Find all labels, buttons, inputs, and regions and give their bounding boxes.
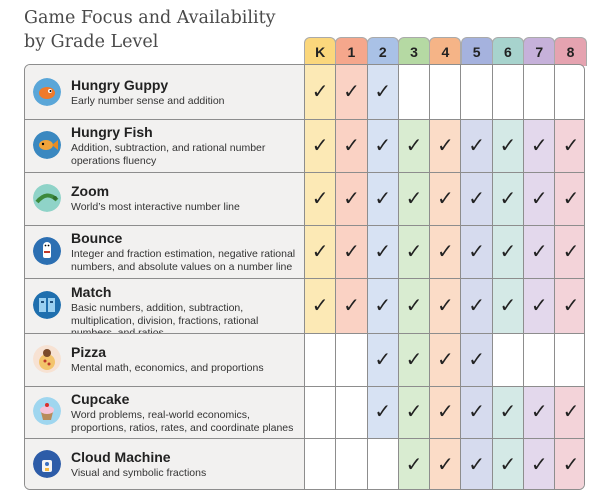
check-mark-icon: ✓ — [499, 401, 517, 423]
game-name: Pizza — [71, 344, 107, 360]
check-mark-icon: ✓ — [311, 81, 329, 103]
grade-cell-5 — [461, 65, 492, 119]
game-info — [25, 119, 305, 172]
grade-cell-6 — [493, 278, 524, 333]
grade-cell-7 — [524, 438, 555, 490]
grade-cell-5 — [461, 172, 492, 225]
grade-cell-3 — [399, 119, 430, 172]
grade-cell-3 — [399, 278, 430, 333]
grade-cell-k — [305, 333, 336, 386]
match-icon — [33, 291, 61, 319]
check-mark-icon: ✓ — [436, 187, 454, 210]
grade-cell-3 — [399, 333, 430, 386]
grade-cell-k — [305, 386, 336, 438]
grade-header-3: 3 — [398, 37, 430, 66]
check-mark-icon: ✓ — [499, 187, 517, 210]
row-divider — [25, 225, 585, 226]
grade-cell-k — [305, 278, 336, 333]
check-mark-icon: ✓ — [530, 187, 548, 210]
grade-cell-3 — [399, 225, 430, 278]
grade-cell-8 — [555, 225, 585, 278]
grade-cell-3 — [399, 386, 430, 438]
grade-cell-4 — [430, 172, 461, 225]
grade-cell-k — [305, 172, 336, 225]
cloud-machine-icon — [33, 450, 61, 478]
grade-cell-6 — [493, 438, 524, 490]
check-mark-icon: ✓ — [405, 401, 423, 423]
check-mark-icon: ✓ — [311, 134, 329, 157]
grade-cell-2 — [368, 172, 399, 225]
check-mark-icon: ✓ — [562, 134, 580, 157]
game-description: Integer and fraction estimation, negative rational numbers, and absolute values on a number line — [71, 248, 296, 273]
grade-cell-1 — [336, 333, 367, 386]
grade-cell-7 — [524, 225, 555, 278]
grade-header-2: 2 — [367, 37, 399, 66]
grade-cell-8 — [555, 119, 585, 172]
check-mark-icon: ✓ — [405, 134, 423, 157]
check-mark-icon: ✓ — [562, 294, 580, 317]
check-mark-icon: ✓ — [436, 401, 454, 423]
game-description: Visual and symbolic fractions — [71, 467, 207, 479]
grade-cell-5 — [461, 225, 492, 278]
grade-cell-2 — [368, 225, 399, 278]
grade-cell-4 — [430, 386, 461, 438]
check-mark-icon: ✓ — [374, 348, 392, 371]
grade-cell-1 — [336, 278, 367, 333]
check-mark-icon: ✓ — [530, 134, 548, 157]
game-description: Word problems, real-world economics, proportions, ratios, rates, and coordinate planes — [71, 409, 294, 434]
check-mark-icon: ✓ — [374, 187, 392, 210]
grade-cell-3 — [399, 438, 430, 490]
grade-cell-6 — [493, 65, 524, 119]
check-mark-icon: ✓ — [468, 187, 486, 210]
grade-cell-4 — [430, 65, 461, 119]
check-mark-icon: ✓ — [436, 453, 454, 476]
game-description: Mental math, economics, and proportions — [71, 362, 264, 374]
check-mark-icon: ✓ — [374, 240, 392, 263]
check-mark-icon: ✓ — [468, 240, 486, 263]
check-mark-icon: ✓ — [562, 240, 580, 263]
game-text — [71, 284, 298, 340]
bounce-icon — [33, 237, 61, 265]
check-mark-icon: ✓ — [311, 294, 329, 317]
game-description: Addition, subtraction, and rational number operations fluency — [71, 142, 266, 167]
game-name: Cloud Machine — [71, 449, 171, 465]
grade-cell-2 — [368, 333, 399, 386]
check-mark-icon: ✓ — [562, 453, 580, 476]
game-info — [25, 386, 305, 438]
grade-cell-1 — [336, 119, 367, 172]
game-text — [71, 183, 298, 214]
grade-cell-3 — [399, 65, 430, 119]
check-mark-icon: ✓ — [343, 240, 360, 263]
game-row — [25, 333, 585, 386]
game-info — [25, 225, 305, 278]
game-name: Zoom — [71, 183, 110, 199]
game-name: Bounce — [71, 230, 123, 246]
row-divider — [25, 119, 585, 120]
row-divider — [25, 172, 585, 173]
check-mark-icon: ✓ — [436, 240, 454, 263]
grade-header-k: K — [304, 37, 336, 66]
check-mark-icon: ✓ — [436, 294, 454, 317]
grade-cell-5 — [461, 333, 492, 386]
game-row — [25, 119, 585, 172]
grade-cell-4 — [430, 119, 461, 172]
check-mark-icon: ✓ — [405, 187, 423, 210]
check-mark-icon: ✓ — [405, 294, 423, 317]
grade-cell-1 — [336, 65, 367, 119]
check-mark-icon: ✓ — [405, 348, 423, 371]
grade-cell-7 — [524, 278, 555, 333]
grade-cell-7 — [524, 386, 555, 438]
grade-header-4: 4 — [429, 37, 461, 66]
game-name: Hungry Guppy — [71, 77, 169, 93]
game-info — [25, 172, 305, 225]
grade-header-5: 5 — [461, 37, 493, 66]
check-mark-icon: ✓ — [374, 81, 392, 103]
grade-cell-5 — [461, 438, 492, 490]
grade-cell-2 — [368, 119, 399, 172]
grade-cell-6 — [493, 225, 524, 278]
game-info — [25, 278, 305, 333]
check-mark-icon: ✓ — [311, 187, 329, 210]
cupcake-icon — [33, 397, 61, 425]
grade-cell-6 — [493, 386, 524, 438]
grade-cell-5 — [461, 278, 492, 333]
check-mark-icon: ✓ — [562, 401, 580, 423]
check-mark-icon: ✓ — [530, 294, 548, 317]
grade-cell-3 — [399, 172, 430, 225]
game-name: Hungry Fish — [71, 124, 153, 140]
fish-icon — [33, 131, 61, 159]
check-mark-icon: ✓ — [311, 240, 329, 263]
grade-header-8: 8 — [554, 37, 586, 66]
game-row — [25, 225, 585, 278]
check-mark-icon: ✓ — [405, 453, 423, 476]
grade-cell-1 — [336, 225, 367, 278]
check-mark-icon: ✓ — [530, 453, 548, 476]
grade-cell-k — [305, 65, 336, 119]
grade-cell-k — [305, 225, 336, 278]
grade-cell-2 — [368, 438, 399, 490]
game-text — [71, 449, 298, 480]
grade-cell-k — [305, 438, 336, 490]
game-text — [71, 230, 298, 273]
check-mark-icon: ✓ — [468, 348, 486, 371]
grade-cell-4 — [430, 225, 461, 278]
game-description: Early number sense and addition — [71, 95, 225, 107]
grade-cell-8 — [555, 65, 585, 119]
check-mark-icon: ✓ — [468, 134, 486, 157]
title-line-1: Game Focus and Availability — [24, 8, 276, 28]
grade-cell-1 — [336, 172, 367, 225]
check-mark-icon: ✓ — [499, 453, 517, 476]
grade-cell-7 — [524, 119, 555, 172]
grade-cell-8 — [555, 386, 585, 438]
grade-cell-k — [305, 119, 336, 172]
game-info — [25, 333, 305, 386]
game-row — [25, 172, 585, 225]
grade-cell-2 — [368, 278, 399, 333]
grade-header-1: 1 — [335, 37, 367, 66]
check-mark-icon: ✓ — [343, 134, 360, 157]
row-divider — [25, 278, 585, 279]
grade-cell-7 — [524, 65, 555, 119]
grade-cell-6 — [493, 119, 524, 172]
check-mark-icon: ✓ — [468, 401, 486, 423]
grade-header-6: 6 — [492, 37, 524, 66]
check-mark-icon: ✓ — [436, 134, 454, 157]
grade-cell-6 — [493, 333, 524, 386]
page-title — [24, 6, 304, 54]
game-row — [25, 386, 585, 438]
check-mark-icon: ✓ — [374, 294, 392, 317]
game-description: Basic numbers, addition, subtraction, multiplication, division, fractions, rational — [71, 302, 259, 327]
grade-header-7: 7 — [523, 37, 555, 66]
zoom-icon — [33, 184, 61, 212]
check-mark-icon: ✓ — [436, 348, 454, 371]
grade-cell-8 — [555, 172, 585, 225]
game-row — [25, 65, 585, 119]
grade-cell-6 — [493, 172, 524, 225]
game-text — [71, 391, 298, 434]
check-mark-icon: ✓ — [343, 294, 360, 317]
check-mark-icon: ✓ — [468, 294, 486, 317]
game-row — [25, 438, 585, 490]
grade-cell-8 — [555, 333, 585, 386]
grade-cell-1 — [336, 438, 367, 490]
game-info — [25, 65, 305, 119]
check-mark-icon: ✓ — [499, 134, 517, 157]
check-mark-icon: ✓ — [343, 187, 360, 210]
grade-cell-7 — [524, 172, 555, 225]
game-description: World’s most interactive number line — [71, 201, 240, 213]
grade-cell-4 — [430, 333, 461, 386]
game-info — [25, 438, 305, 490]
pizza-icon — [33, 345, 61, 373]
grade-cell-7 — [524, 333, 555, 386]
grade-cell-8 — [555, 438, 585, 490]
check-mark-icon: ✓ — [499, 294, 517, 317]
grade-cell-2 — [368, 65, 399, 119]
check-mark-icon: ✓ — [530, 401, 548, 423]
game-text — [71, 124, 298, 167]
check-mark-icon: ✓ — [530, 240, 548, 263]
game-row — [25, 278, 585, 333]
row-divider — [25, 438, 585, 439]
grade-cell-2 — [368, 386, 399, 438]
grade-cell-4 — [430, 278, 461, 333]
title-line-2: by Grade Level — [24, 32, 159, 52]
check-mark-icon: ✓ — [343, 81, 360, 103]
grade-cell-5 — [461, 119, 492, 172]
grade-cell-5 — [461, 386, 492, 438]
game-table — [24, 64, 585, 490]
check-mark-icon: ✓ — [562, 187, 580, 210]
grade-cell-8 — [555, 278, 585, 333]
guppy-icon — [33, 78, 61, 106]
check-mark-icon: ✓ — [499, 240, 517, 263]
grade-cell-1 — [336, 386, 367, 438]
row-divider — [25, 386, 585, 387]
check-mark-icon: ✓ — [405, 240, 423, 263]
check-mark-icon: ✓ — [374, 401, 392, 423]
grade-cell-4 — [430, 438, 461, 490]
check-mark-icon: ✓ — [468, 453, 486, 476]
game-text — [71, 344, 298, 375]
row-divider — [25, 333, 585, 334]
check-mark-icon: ✓ — [374, 134, 392, 157]
game-text — [71, 77, 298, 108]
game-name: Cupcake — [71, 391, 130, 407]
game-name: Match — [71, 284, 112, 300]
